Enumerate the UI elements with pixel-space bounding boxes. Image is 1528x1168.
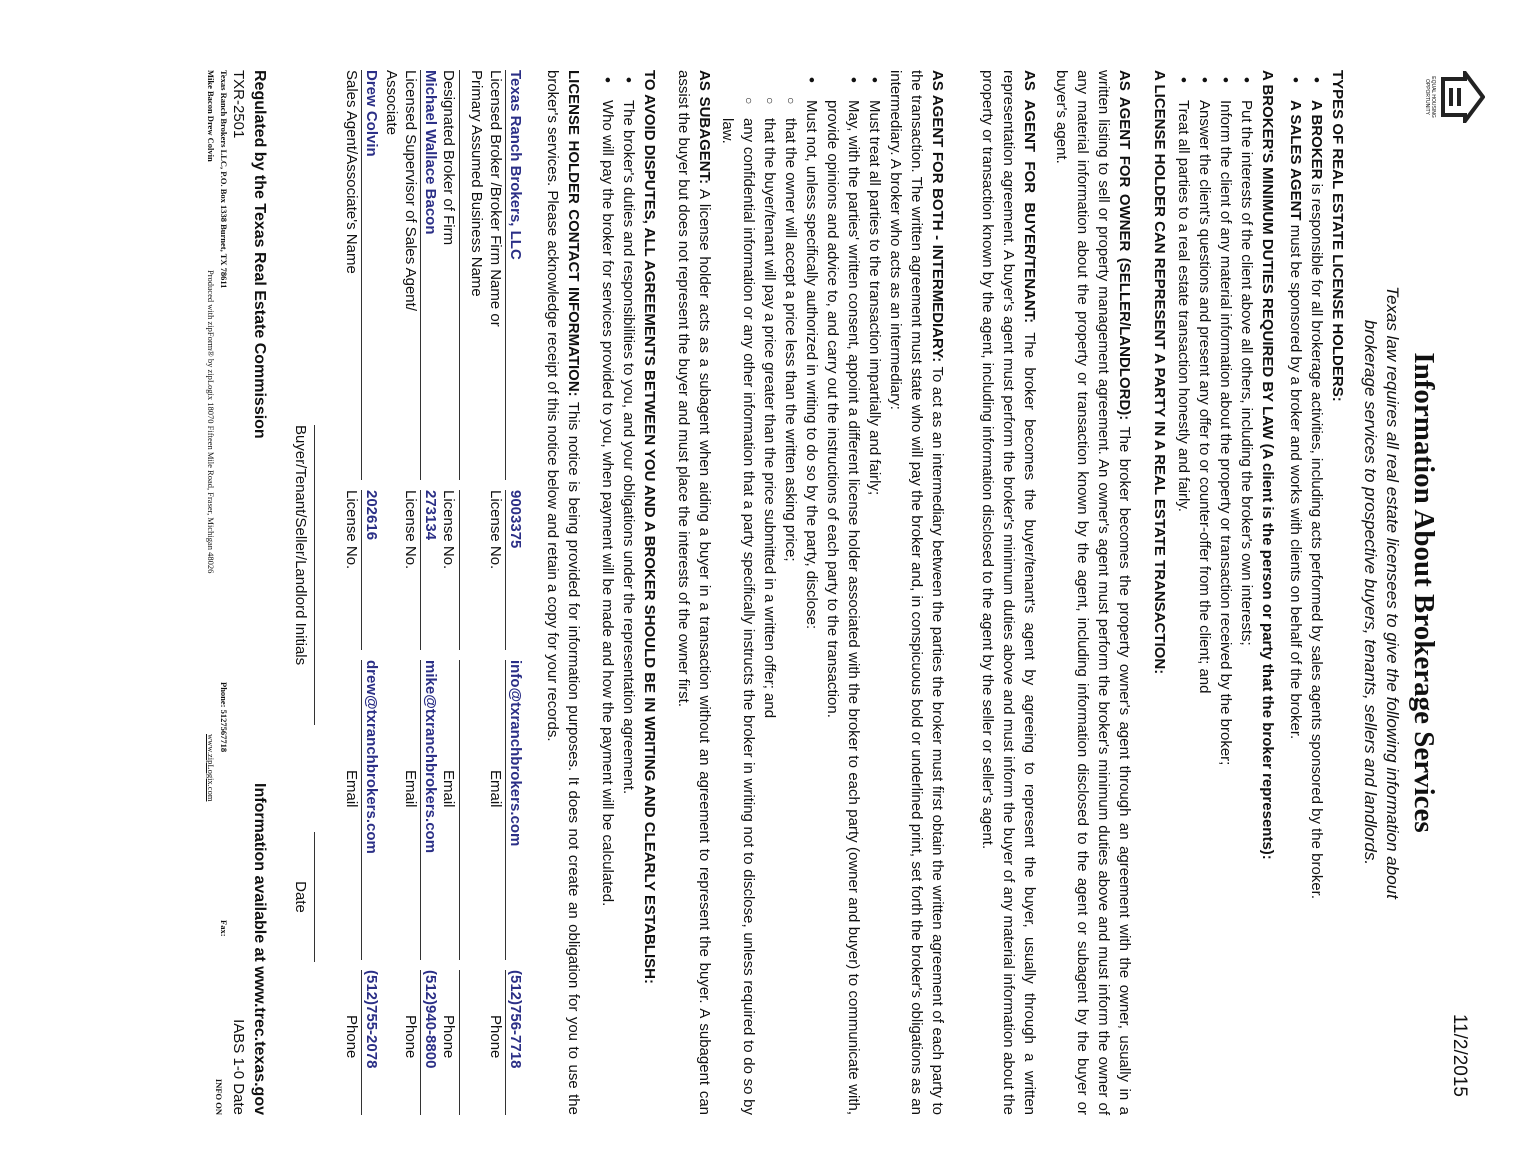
list-item: • Must treat all parties to the transaction impartially and fairly; <box>864 70 885 1115</box>
section-duties <box>1173 70 1278 1115</box>
phone-label: Phone <box>402 1015 419 1059</box>
subtitle-line-2: brokerage services to prospective buyers, tenants, sellers and landlords. <box>1361 319 1380 866</box>
sub-list-item: ○ that the buyer/tenant will pay a price greater than the price submitted in a written offer; and <box>759 70 780 1115</box>
list-item: • Must not, unless specifically authorized in writing to do so by the party, disclose: <box>801 70 822 1115</box>
owner-text: The broker becomes the property owner's agent through an agreement with the owner, usually in a written listing to sell or property management agreement. An owner's agent must perform the broker's minimum duties above and must inform the owner of any material information about the property or transaction known by the agent, including information disclosed to the agent or subagent by the buyer or buyer's agent. <box>1053 70 1133 1115</box>
broker-license: 9003375 <box>507 490 524 549</box>
license-label: License No. <box>487 490 504 570</box>
ziplogix-link[interactable]: www.zipLogix.com <box>206 734 216 802</box>
broker-phone: (512)756-7718 <box>507 970 524 1069</box>
list-item: • Treat all parties to a real estate transaction honestly and fairly. <box>1173 70 1194 1115</box>
list-item: • A BROKER is responsible for all brokerage activities, including acts performed by sales agents sponsored by the broker. <box>1306 70 1327 1115</box>
owner-heading: AS AGENT FOR OWNER (SELLER/LANDLORD): <box>1116 70 1133 421</box>
page-title: Information About Brokerage Services <box>1408 352 1440 833</box>
broker-firm-name: Texas Ranch Brokers, LLC <box>507 70 524 260</box>
sub-list-item: ○ that the owner will accept a price less than the written asking price; <box>780 70 801 1115</box>
section-contact <box>542 70 584 1115</box>
email-label: Email <box>440 770 457 808</box>
produced-with: Produced with zipForm® by zipLogix 18070 Fifteen Mile Road, Fraser, Michigan 48026 <box>206 270 216 574</box>
section-owner <box>1051 70 1135 1115</box>
contact-heading: LICENSE HOLDER CONTACT INFORMATION: <box>565 70 582 397</box>
license-label: License No. <box>440 490 457 570</box>
page-subtitle <box>1359 70 1403 1115</box>
date-label: Date <box>292 881 309 913</box>
agent-license: 202616 <box>363 490 380 541</box>
license-label: License No. <box>343 490 360 570</box>
list-item: • Answer the client's questions and present any offer to or counter-offer from the client; and <box>1194 70 1215 1115</box>
agent-email: drew@txranchbrokers.com <box>363 660 380 854</box>
intermediary-heading: AS AGENT FOR BOTH - INTERMEDIARY: <box>929 70 946 363</box>
phone-label: Phone <box>440 1015 457 1059</box>
table-row <box>383 70 440 1115</box>
broker-address: Texas Ranch Brokers LLC, P.O. Box 1338 Burnet, TX 78611 <box>219 70 229 289</box>
equal-housing-text: EQUAL HOUSING OPPORTUNITY <box>1424 76 1436 118</box>
types-heading: TYPES OF REAL ESTATE LICENSE HOLDERS: <box>1329 70 1346 402</box>
designated-broker-label: Designated Broker of Firm <box>440 70 457 246</box>
duties-heading: A BROKER'S MINIMUM DUTIES REQUIRED BY LAW (A client is the person or party that the broker represents): <box>1259 70 1276 860</box>
subtitle-line-1: Texas law requires all real estate licensees to give the following information about <box>1383 286 1402 899</box>
initials-label: Buyer/Tenant/Seller/Landlord Initials <box>292 425 309 666</box>
list-item: • Who will pay the broker for services provided to you, when payment will be made and how the payment will be calculated. <box>597 70 618 1115</box>
supervisor-label: Licensed Supervisor of Sales Agent/ Associate <box>383 70 419 311</box>
form-id: TXR-2501 <box>230 70 247 139</box>
footer-phone: Phone: 5127567718 <box>219 682 229 753</box>
section-subagent <box>673 70 715 1115</box>
list-item: • Inform the client of any material information about the property or transaction received by the broker; <box>1215 70 1236 1115</box>
form-date: 11/2/2015 <box>1449 1013 1470 1097</box>
info-available: Information available at www.trec.texas.gov <box>251 783 268 1115</box>
broker-email: info@txranchbrokers.com <box>507 660 524 847</box>
section-disputes <box>597 70 660 1115</box>
supervisor-phone: (512)940-8800 <box>422 970 439 1069</box>
intermediary-text: To act as an intermediary between the parties the broker must first obtain the written agreement of each party to the transaction. The written agreement must state who will pay the broker and, in conspicuous bold or underlined print, set forth the broker's obligations as an intermediary. A broker who acts as an intermediary: <box>887 70 946 1115</box>
represent-heading: A LICENSE HOLDER CAN REPRESENT A PARTY IN A REAL ESTATE TRANSACTION: <box>1151 70 1168 675</box>
initials-block <box>290 425 315 725</box>
sub-list-item: ○ any confidential information or any other information that a party specifically instructs the broker in writing not to disclose, unless required to do so by law. <box>717 70 759 1115</box>
contact-text: This notice is being provided for information purposes. It does not create an obligation for you to use the broker's services. Please acknowledge receipt of this notice below and retain a copy for your records. <box>544 70 582 1115</box>
footer-fax: Fax: <box>219 920 229 937</box>
subagent-heading: AS SUBAGENT: <box>696 70 713 185</box>
email-label: Email <box>343 770 360 808</box>
section-buyer <box>977 70 1040 1115</box>
date-block <box>290 832 315 962</box>
buyer-heading: AS AGENT FOR BUYER/TENANT: <box>1021 70 1038 324</box>
agent-phone: (512)755-2078 <box>363 970 380 1069</box>
info-on: INFO ON <box>214 1078 224 1115</box>
subagent-text: A license holder acts as a subagent when aiding a buyer in a transaction without an agreement to represent the buyer. A subagent can assist the buyer but does not represent the buyer and must place the interests of the owner first. <box>675 70 713 1116</box>
license-label: License No. <box>402 490 419 570</box>
regulated-by: Regulated by the Texas Real Estate Commission <box>251 70 268 439</box>
email-label: Email <box>402 770 419 808</box>
list-item: • Put the interests of the client above all others, including the broker's own interests; <box>1236 70 1257 1115</box>
buyer-text: The broker becomes the buyer/tenant's agent by agreeing to represent the buyer, usually through a written representation agreement. A buyer's agent must perform the broker's minimum duties above and must inform the buyer of any material information about the property or transaction known by the agent, including information disclosed to the agent by the seller or seller's agent. <box>979 70 1038 1116</box>
agent-name: Drew Colvin <box>363 70 380 157</box>
iabs-date: IABS 1-0 Date <box>230 1019 247 1115</box>
agent-line: Mike Bacon Drew Colvin <box>206 70 216 162</box>
supervisor-name: Michael Wallace Bacon <box>422 70 439 235</box>
list-item: • A SALES AGENT must be sponsored by a broker and works with clients on behalf of the broker. <box>1285 70 1306 1115</box>
supervisor-license: 273134 <box>422 490 439 541</box>
section-types <box>1285 70 1348 1115</box>
phone-label: Phone <box>343 1015 360 1059</box>
agent-label: Sales Agent/Associate's Name <box>343 70 360 274</box>
table-row <box>341 70 381 1115</box>
list-item: • May, with the parties' written consent, appoint a different license holder associated with the broker to each party (owner and buyer) to communicate with, provide opinions and advice to, and carry out the instructions of each party to the transaction. <box>822 70 864 1115</box>
email-label: Email <box>487 770 504 808</box>
section-intermediary <box>717 70 948 1115</box>
supervisor-email: mike@txranchbrokers.com <box>422 660 439 854</box>
broker-firm-label: Licensed Broker /Broker Firm Name or Primary Assumed Business Name <box>468 70 504 327</box>
phone-label: Phone <box>487 1015 504 1059</box>
list-item: • The broker's duties and responsibilities to you, and your obligations under the representation agreement. <box>618 70 639 1115</box>
disputes-heading: TO AVOID DISPUTES, ALL AGREEMENTS BETWEEN YOU AND A BROKER SHOULD BE IN WRITING AND CLEARLY ESTABLISH: <box>641 70 658 984</box>
table-row <box>468 70 525 1115</box>
